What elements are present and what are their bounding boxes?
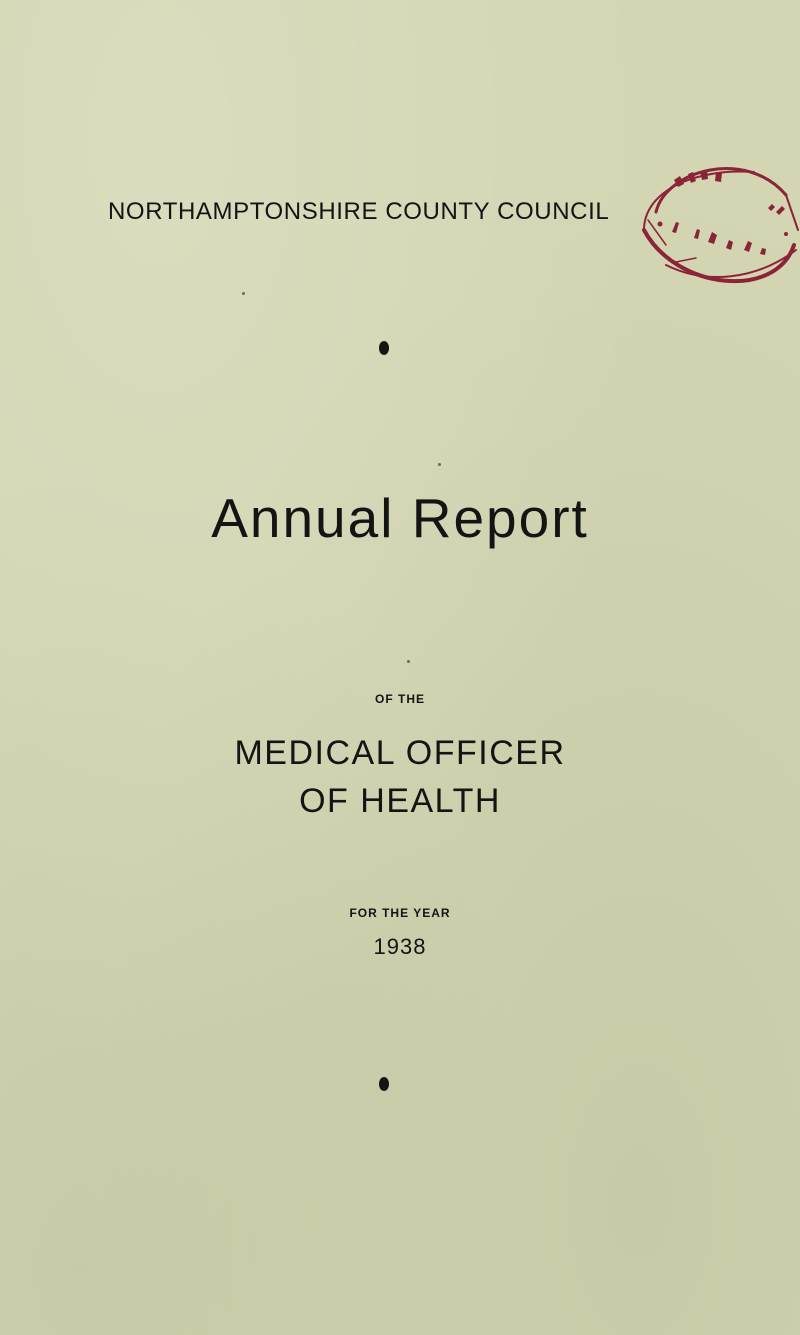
- paper-speck: [407, 660, 410, 663]
- for-the-year-label: FOR THE YEAR: [349, 906, 451, 920]
- bullet-dot-icon: [379, 341, 389, 355]
- paper-speck: [438, 463, 441, 466]
- paper-speck: [242, 292, 245, 295]
- office-title-line-2: OF HEALTH: [299, 782, 501, 820]
- bullet-dot-icon: [379, 1077, 389, 1091]
- of-the-label: OF THE: [375, 692, 425, 706]
- office-title-line-1: MEDICAL OFFICER: [234, 734, 566, 772]
- report-title: Annual Report: [211, 487, 589, 549]
- council-name: NORTHAMPTONSHIRE COUNTY COUNCIL: [108, 198, 610, 225]
- report-year: 1938: [373, 934, 427, 959]
- library-stamp-icon: [636, 150, 800, 300]
